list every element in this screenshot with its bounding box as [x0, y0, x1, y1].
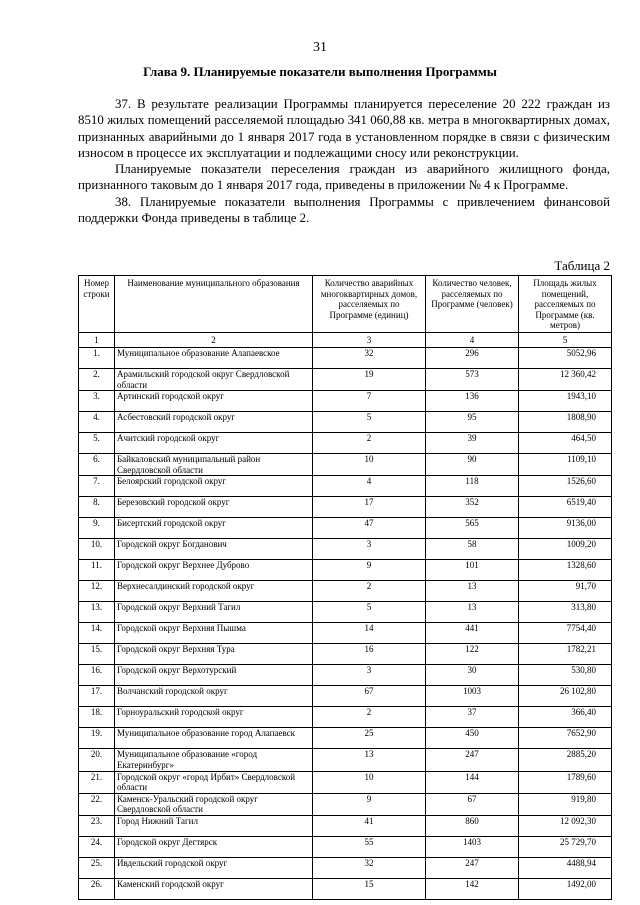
- houses-count-cell: 5: [313, 602, 426, 623]
- people-count-cell: 101: [426, 560, 519, 581]
- row-number-cell: 4.: [79, 412, 115, 433]
- area-cell: 7754,40: [519, 623, 612, 644]
- row-number-cell: 18.: [79, 707, 115, 728]
- area-cell: 5052,96: [519, 347, 612, 368]
- municipality-name-cell: Арамильский городской округ Свердловской области: [115, 368, 313, 390]
- indicators-table: [78, 275, 612, 900]
- row-number-cell: 20.: [79, 749, 115, 771]
- municipality-name-cell: Городской округ Верхотурский: [115, 665, 313, 686]
- area-cell: 366,40: [519, 707, 612, 728]
- municipality-name-cell: Городской округ Богданович: [115, 539, 313, 560]
- municipality-name-cell: Горноуральский городской округ: [115, 707, 313, 728]
- row-number-cell: 21.: [79, 771, 115, 793]
- area-cell: 530,80: [519, 665, 612, 686]
- houses-count-cell: 32: [313, 857, 426, 878]
- row-number-cell: 9.: [79, 518, 115, 539]
- houses-count-cell: 17: [313, 497, 426, 518]
- municipality-name-cell: Байкаловский муниципальный район Свердловской области: [115, 454, 313, 476]
- municipality-name-cell: Городской округ Верхний Тагил: [115, 602, 313, 623]
- people-count-cell: 860: [426, 815, 519, 836]
- table-row: [79, 560, 612, 581]
- people-count-cell: 573: [426, 368, 519, 390]
- municipality-name-cell: Березовский городской округ: [115, 497, 313, 518]
- area-cell: 26 102,80: [519, 686, 612, 707]
- paragraph-37: 37. В результате реализации Программы планируется переселение 20 222 граждан из 8510 жилых помещений расселяемой площадью 341 060,88 кв. метра в многоквартирных домах, признанных аварийными до 1 января 2017 года в установленном порядке в связи с физическим износом в процессе их эксплуатации и подлежащими сносу или реконструкции.: [78, 97, 610, 160]
- chapter-title: Глава 9. Планируемые показатели выполнения Программы: [143, 64, 497, 79]
- table-body: [79, 347, 612, 899]
- people-count-cell: 67: [426, 793, 519, 815]
- people-count-cell: 37: [426, 707, 519, 728]
- people-count-cell: 352: [426, 497, 519, 518]
- people-count-cell: 565: [426, 518, 519, 539]
- municipality-name-cell: Городской округ «город Ирбит» Свердловской области: [115, 771, 313, 793]
- row-number-cell: 16.: [79, 665, 115, 686]
- houses-count-cell: 16: [313, 644, 426, 665]
- area-cell: 1526,60: [519, 476, 612, 497]
- area-cell: 919,80: [519, 793, 612, 815]
- table-row: [79, 665, 612, 686]
- municipality-name-cell: Верхнесалдинский городской округ: [115, 581, 313, 602]
- people-count-cell: 95: [426, 412, 519, 433]
- row-number-cell: 26.: [79, 878, 115, 899]
- paragraph-annex-ref: Планируемые показатели переселения граждан из аварийного жилищного фонда, признанного таковым до 1 января 2017 года, приведены в приложении № 4 к Программе.: [78, 162, 610, 193]
- houses-count-cell: 3: [313, 665, 426, 686]
- area-cell: 1808,90: [519, 412, 612, 433]
- people-count-cell: 39: [426, 433, 519, 454]
- row-number-cell: 12.: [79, 581, 115, 602]
- table-row: [79, 623, 612, 644]
- municipality-name-cell: Артинский городской округ: [115, 391, 313, 412]
- column-number: 3: [313, 332, 426, 347]
- paragraph-38: 38. Планируемые показатели выполнения Программы с привлечением финансовой поддержки Фонда приведены в таблице 2.: [78, 194, 610, 226]
- municipality-name-cell: Ачитский городской округ: [115, 433, 313, 454]
- houses-count-cell: 9: [313, 560, 426, 581]
- houses-count-cell: 15: [313, 878, 426, 899]
- area-cell: 313,80: [519, 602, 612, 623]
- area-cell: 1492,00: [519, 878, 612, 899]
- people-count-cell: 90: [426, 454, 519, 476]
- area-cell: 91,70: [519, 581, 612, 602]
- people-count-cell: 122: [426, 644, 519, 665]
- row-number-cell: 11.: [79, 560, 115, 581]
- people-count-cell: 144: [426, 771, 519, 793]
- table-row: [79, 749, 612, 771]
- row-number-cell: 23.: [79, 815, 115, 836]
- table-row: [79, 836, 612, 857]
- people-count-cell: 450: [426, 728, 519, 749]
- table-row: [79, 454, 612, 476]
- municipality-name-cell: Бисертский городской округ: [115, 518, 313, 539]
- people-count-cell: 136: [426, 391, 519, 412]
- people-count-cell: 13: [426, 602, 519, 623]
- area-cell: 12 360,42: [519, 368, 612, 390]
- table-row: [79, 686, 612, 707]
- municipality-name-cell: Белоярский городской округ: [115, 476, 313, 497]
- people-count-cell: 1403: [426, 836, 519, 857]
- area-cell: 2885,20: [519, 749, 612, 771]
- table-row: [79, 391, 612, 412]
- table-row: [79, 878, 612, 899]
- table-header-row: [79, 276, 612, 333]
- table-row: [79, 347, 612, 368]
- municipality-name-cell: Муниципальное образование город Алапаевск: [115, 728, 313, 749]
- table-row: [79, 581, 612, 602]
- table-row: [79, 815, 612, 836]
- area-cell: 1943,10: [519, 391, 612, 412]
- header-houses: Количество аварийных многоквартирных домов, расселяемых по Программе (единиц): [313, 276, 426, 333]
- column-number: 1: [79, 332, 115, 347]
- column-number-row: [79, 332, 612, 347]
- area-cell: 1328,60: [519, 560, 612, 581]
- municipality-name-cell: Город Нижний Тагил: [115, 815, 313, 836]
- houses-count-cell: 19: [313, 368, 426, 390]
- houses-count-cell: 4: [313, 476, 426, 497]
- houses-count-cell: 2: [313, 433, 426, 454]
- area-cell: 9136,00: [519, 518, 612, 539]
- houses-count-cell: 47: [313, 518, 426, 539]
- area-cell: 6519,40: [519, 497, 612, 518]
- header-area: Площадь жилых помещений, расселяемых по Программе (кв. метров): [519, 276, 612, 333]
- row-number-cell: 6.: [79, 454, 115, 476]
- municipality-name-cell: Ивдельский городской округ: [115, 857, 313, 878]
- area-cell: 1009,20: [519, 539, 612, 560]
- area-cell: 464,50: [519, 433, 612, 454]
- area-cell: 25 729,70: [519, 836, 612, 857]
- people-count-cell: 118: [426, 476, 519, 497]
- people-count-cell: 30: [426, 665, 519, 686]
- houses-count-cell: 9: [313, 793, 426, 815]
- area-cell: 4488,94: [519, 857, 612, 878]
- header-row-number: Номер строки: [79, 276, 115, 333]
- table-row: [79, 707, 612, 728]
- houses-count-cell: 2: [313, 707, 426, 728]
- row-number-cell: 2.: [79, 368, 115, 390]
- header-people: Количество человек, расселяемых по Программе (человек): [426, 276, 519, 333]
- table-row: [79, 728, 612, 749]
- houses-count-cell: 2: [313, 581, 426, 602]
- houses-count-cell: 25: [313, 728, 426, 749]
- municipality-name-cell: Городской округ Верхняя Пышма: [115, 623, 313, 644]
- people-count-cell: 1003: [426, 686, 519, 707]
- area-cell: 1109,10: [519, 454, 612, 476]
- table-row: [79, 476, 612, 497]
- area-cell: 12 092,30: [519, 815, 612, 836]
- people-count-cell: 142: [426, 878, 519, 899]
- houses-count-cell: 32: [313, 347, 426, 368]
- column-number: 2: [115, 332, 313, 347]
- body-text: [78, 96, 610, 226]
- table-row: [79, 433, 612, 454]
- people-count-cell: 13: [426, 581, 519, 602]
- table-row: [79, 497, 612, 518]
- row-number-cell: 22.: [79, 793, 115, 815]
- people-count-cell: 247: [426, 857, 519, 878]
- row-number-cell: 14.: [79, 623, 115, 644]
- row-number-cell: 15.: [79, 644, 115, 665]
- table-row: [79, 644, 612, 665]
- row-number-cell: 7.: [79, 476, 115, 497]
- row-number-cell: 17.: [79, 686, 115, 707]
- table-row: [79, 368, 612, 390]
- header-municipality: Наименование муниципального образования: [115, 276, 313, 333]
- row-number-cell: 1.: [79, 347, 115, 368]
- people-count-cell: 296: [426, 347, 519, 368]
- municipality-name-cell: Муниципальное образование «город Екатеринбург»: [115, 749, 313, 771]
- area-cell: 7652,90: [519, 728, 612, 749]
- row-number-cell: 13.: [79, 602, 115, 623]
- people-count-cell: 247: [426, 749, 519, 771]
- municipality-name-cell: Волчанский городской округ: [115, 686, 313, 707]
- page-number: 31: [313, 40, 327, 55]
- municipality-name-cell: Городской округ Верхняя Тура: [115, 644, 313, 665]
- column-number: 4: [426, 332, 519, 347]
- row-number-cell: 25.: [79, 857, 115, 878]
- municipality-name-cell: Каменский городской округ: [115, 878, 313, 899]
- houses-count-cell: 41: [313, 815, 426, 836]
- table-row: [79, 793, 612, 815]
- table-row: [79, 518, 612, 539]
- municipality-name-cell: Городской округ Верхнее Дуброво: [115, 560, 313, 581]
- area-cell: 1789,60: [519, 771, 612, 793]
- houses-count-cell: 5: [313, 412, 426, 433]
- table-row: [79, 602, 612, 623]
- houses-count-cell: 67: [313, 686, 426, 707]
- table-row: [79, 412, 612, 433]
- houses-count-cell: 13: [313, 749, 426, 771]
- people-count-cell: 58: [426, 539, 519, 560]
- houses-count-cell: 7: [313, 391, 426, 412]
- table-row: [79, 771, 612, 793]
- municipality-name-cell: Каменск-Уральский городской округ Свердловской области: [115, 793, 313, 815]
- municipality-name-cell: Муниципальное образование Алапаевское: [115, 347, 313, 368]
- houses-count-cell: 10: [313, 771, 426, 793]
- municipality-name-cell: Асбестовский городской округ: [115, 412, 313, 433]
- row-number-cell: 19.: [79, 728, 115, 749]
- table-caption: Таблица 2: [554, 258, 610, 273]
- table-row: [79, 857, 612, 878]
- row-number-cell: 24.: [79, 836, 115, 857]
- houses-count-cell: 55: [313, 836, 426, 857]
- row-number-cell: 5.: [79, 433, 115, 454]
- area-cell: 1782,21: [519, 644, 612, 665]
- table-row: [79, 539, 612, 560]
- column-number: 5: [519, 332, 612, 347]
- row-number-cell: 10.: [79, 539, 115, 560]
- row-number-cell: 8.: [79, 497, 115, 518]
- people-count-cell: 441: [426, 623, 519, 644]
- houses-count-cell: 10: [313, 454, 426, 476]
- municipality-name-cell: Городской округ Дегтярск: [115, 836, 313, 857]
- row-number-cell: 3.: [79, 391, 115, 412]
- houses-count-cell: 3: [313, 539, 426, 560]
- houses-count-cell: 14: [313, 623, 426, 644]
